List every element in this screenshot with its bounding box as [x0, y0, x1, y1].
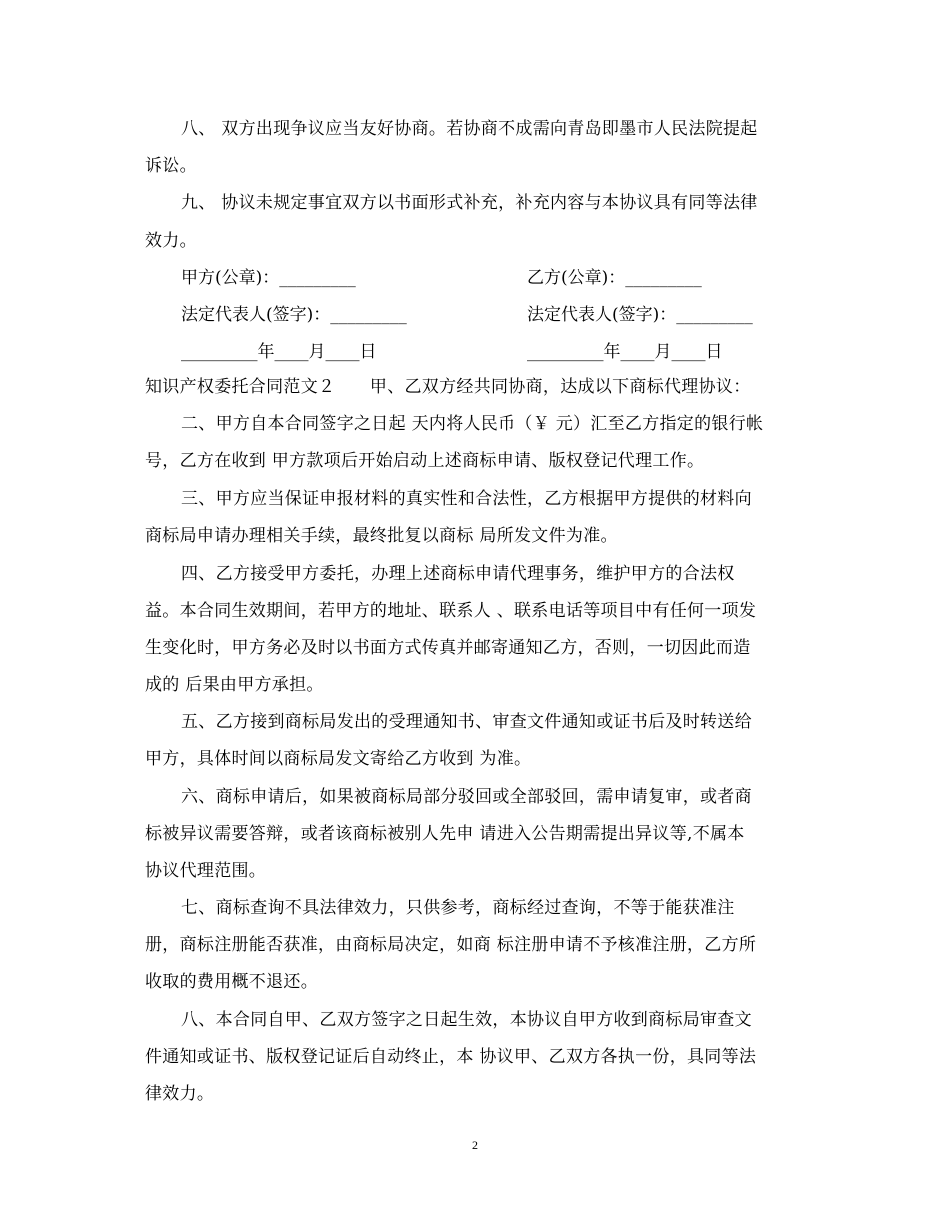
- clause-8b-line-2: 件通知或证书、版权登记证后自动终止，本 协议甲、乙双方各执一份，具同等法: [145, 1047, 757, 1067]
- clause-7-line-3: 收取的费用概不退还。: [145, 972, 318, 992]
- clause-9-line-2: 效力。: [145, 231, 197, 251]
- clause-8-line-1: 八、 双方出现争议应当友好协商。若协商不成需向青岛即墨市人民法院提起: [181, 119, 758, 139]
- page-number: 2: [472, 1138, 478, 1152]
- party-a-seal: 甲方(公章)：_________: [181, 268, 356, 288]
- clause-3-line-1: 三、甲方应当保证申报材料的真实性和合法性，乙方根据甲方提供的材料向: [181, 489, 752, 509]
- clause-5-line-2: 甲方，具体时间以商标局发文寄给乙方收到 为准。: [145, 749, 532, 769]
- party-b-date: _________年____月____日: [527, 342, 723, 362]
- clause-8b-line-3: 律效力。: [145, 1084, 215, 1104]
- clause-6-line-1: 六、商标申请后，如果被商标局部分驳回或全部驳回，需申请复审，或者商: [181, 787, 752, 807]
- party-b-representative: 法定代表人(签字)：_________: [527, 305, 753, 325]
- clause-7-line-2: 册，商标注册能否获准，由商标局决定，如商 标注册申请不予核准注册，乙方所: [145, 935, 757, 955]
- clause-3-line-2: 商标局申请办理相关手续，最终批复以商标 局所发文件为准。: [145, 526, 618, 546]
- clause-8b-line-1: 八、本合同自甲、乙双方签字之日起生效，本协议自甲方收到商标局审查文: [181, 1010, 752, 1030]
- clause-4-line-3: 生变化时，甲方务必及时以书面方式传真并邮寄通知乙方，否则，一切因此而造: [145, 638, 751, 658]
- party-a-representative: 法定代表人(签字)：_________: [181, 305, 407, 325]
- clause-4-line-4: 成的 后果由甲方承担。: [145, 675, 324, 695]
- clause-2-line-1: 二、甲方自本合同签字之日起 天内将人民币（￥ 元）汇至乙方指定的银行帐: [181, 414, 764, 434]
- clause-6-line-3: 协议代理范围。: [145, 861, 267, 881]
- clause-4-line-2: 益。本合同生效期间，若甲方的地址、联系人 、联系电话等项目中有任何一项发: [145, 601, 757, 621]
- clause-6-line-2: 标被异议需要答辩，或者该商标被别人先申 请进入公告期需提出异议等,不属本: [145, 824, 745, 844]
- party-a-date: _________年____月____日: [181, 342, 377, 362]
- clause-7-line-1: 七、商标查询不具法律效力，只供参考，商标经过查询，不等于能获准注: [181, 898, 735, 918]
- clause-9-line-1: 九、 协议未规定事宜双方以书面形式补充，补充内容与本协议具有同等法律: [181, 193, 758, 213]
- clause-5-line-1: 五、乙方接到商标局发出的受理通知书、审查文件通知或证书后及时转送给: [181, 712, 752, 732]
- sample-2-heading: 知识产权委托合同范文２ 甲、乙双方经共同协商，达成以下商标代理协议：: [145, 377, 751, 397]
- clause-8-line-2: 诉讼。: [145, 156, 197, 176]
- clause-2-line-2: 号，乙方在收到 甲方款项后开始启动上述商标申请、版权登记代理工作。: [145, 451, 705, 471]
- party-b-seal: 乙方(公章)：_________: [527, 268, 702, 288]
- clause-4-line-1: 四、乙方接受甲方委托，办理上述商标申请代理事务，维护甲方的合法权: [181, 564, 735, 584]
